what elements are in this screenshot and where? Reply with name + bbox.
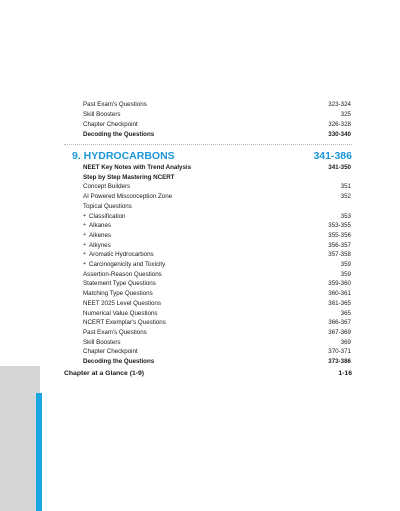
toc-entry-page: 361-365 (328, 299, 351, 307)
toc-entry[interactable] (83, 182, 351, 191)
toc-entry[interactable] (83, 347, 351, 356)
toc-entry[interactable] (83, 202, 351, 211)
toc-entry-page: 325 (340, 111, 351, 118)
toc-entry-page: 359 (340, 270, 351, 278)
toc-entry[interactable] (83, 192, 351, 201)
toc-entry[interactable] (83, 120, 351, 129)
toc-entry-label: NEET Key Notes with Trend Analysis (83, 164, 192, 171)
toc-entry[interactable] (83, 110, 351, 119)
side-gray-tab (0, 366, 40, 511)
toc-entry[interactable] (83, 279, 351, 288)
chapter-page-range: 341-386 (313, 150, 352, 162)
toc-entry[interactable] (83, 318, 351, 327)
toc-entry[interactable] (83, 328, 351, 337)
toc-entry-label: Past Exam's Questions (83, 328, 147, 336)
toc-entry-page: 330-340 (328, 131, 351, 138)
toc-entry-label: Chapter Checkpoint (83, 348, 138, 356)
toc-entry-label: Past Exam's Questions (83, 101, 147, 108)
toc-entry-label: Skill Boosters (83, 111, 121, 118)
bullet-icon: + (83, 212, 87, 219)
toc-entry-page: 323-324 (328, 101, 351, 108)
toc-entry[interactable] (83, 130, 351, 139)
glance-page-range: 1-16 (338, 370, 352, 377)
toc-entry[interactable] (83, 231, 351, 240)
toc-entry-page: 367-369 (328, 328, 351, 336)
toc-entry-label: Assertion-Reason Questions (83, 270, 162, 278)
toc-entry-label: Alkynes (89, 241, 111, 249)
toc-entry-label: Step by Step Mastering NCERT (83, 173, 175, 181)
toc-entry[interactable] (83, 357, 351, 366)
toc-entry-label: Alkanes (89, 222, 112, 230)
toc-entry[interactable] (83, 221, 351, 230)
toc-entry-page: 353-355 (328, 222, 351, 230)
toc-entry-label: Aromatic Hydrocarbons (89, 251, 154, 259)
toc-entry-label: Topical Questions (83, 202, 132, 210)
bullet-icon: + (83, 231, 87, 238)
toc-entry[interactable] (83, 270, 351, 279)
toc-entry-page: 359-360 (328, 280, 351, 288)
toc-entry[interactable] (83, 250, 351, 259)
toc-entry-page: 356-357 (328, 241, 351, 249)
toc-entry[interactable] (83, 212, 351, 221)
toc-entry[interactable] (83, 289, 351, 298)
toc-entry-page: 370-371 (328, 348, 351, 356)
chapter-heading[interactable] (72, 149, 352, 163)
toc-entry-page: 353 (340, 212, 351, 220)
bullet-icon: + (83, 251, 87, 258)
toc-entry-label: Alkenes (89, 231, 112, 239)
toc-entry-page: 373-386 (328, 358, 351, 365)
chapter-at-a-glance-row[interactable] (64, 369, 352, 379)
bullet-icon: + (83, 241, 87, 248)
toc-entry-label: Decoding the Questions (83, 131, 155, 138)
toc-entry-page: 351 (340, 183, 351, 191)
toc-entry-label: NCERT Exemplar's Questions (83, 319, 166, 327)
toc-entry-page: 357-358 (328, 251, 351, 259)
toc-entry-label: Classification (89, 212, 126, 220)
toc-entry-page: 369 (340, 338, 351, 346)
toc-entry[interactable] (83, 173, 351, 182)
toc-entry-label: NEET 2025 Level Questions (83, 299, 161, 307)
toc-entry-label: Statement Type Questions (83, 280, 156, 288)
toc-entry[interactable] (83, 338, 351, 347)
toc-entry-label: Matching Type Questions (83, 290, 153, 298)
bullet-icon: + (83, 222, 87, 229)
toc-entry-page: 360-361 (328, 290, 351, 298)
toc-entry[interactable] (83, 100, 351, 109)
toc-entry[interactable] (83, 163, 351, 172)
bullet-icon: + (83, 261, 87, 267)
toc-entry-page: 366-367 (328, 319, 351, 327)
toc-entry-label: Concept Builders (83, 183, 131, 191)
toc-entry-label: Carcinogenicity and Toxicity (89, 261, 166, 268)
toc-entry[interactable] (83, 299, 351, 308)
section-divider (64, 144, 352, 145)
toc-entry-page: 326-328 (328, 121, 351, 128)
toc-entry-page: 341-350 (328, 164, 351, 171)
toc-entry-label: Numerical Value Questions (83, 309, 158, 317)
toc-entry-label: AI Powered Misconception Zone (83, 193, 173, 201)
toc-entry[interactable] (83, 309, 351, 318)
toc-entry-page: 352 (340, 193, 351, 201)
side-blue-accent-bar (36, 393, 42, 511)
toc-entry[interactable] (83, 241, 351, 250)
chapter-title: 9. HYDROCARBONS (72, 150, 175, 162)
toc-entry-label: Chapter Checkpoint (83, 121, 138, 128)
toc-entry-label: Skill Boosters (83, 338, 121, 346)
toc-entry-page: 365 (340, 309, 351, 317)
toc-entry-page: 355-356 (328, 231, 351, 239)
toc-entry-page: 359 (340, 261, 351, 268)
toc-entry-label: Decoding the Questions (83, 358, 155, 365)
toc-entry[interactable] (83, 260, 351, 269)
glance-label: Chapter at a Glance (1-9) (64, 370, 145, 377)
